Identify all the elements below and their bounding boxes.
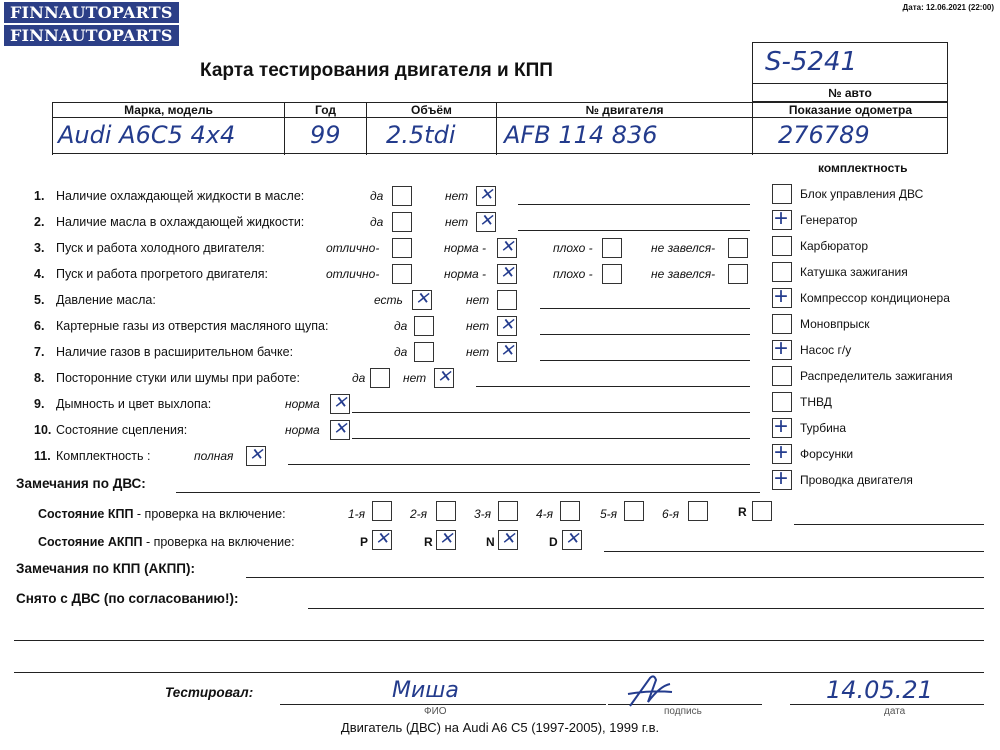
kpp-remarks-line: [246, 577, 984, 578]
question-text: Наличие охлаждающей жидкости в масле:: [56, 189, 305, 203]
kit-checkbox[interactable]: [772, 314, 792, 334]
watermark-logo: FINNAUTOPARTS: [4, 25, 179, 46]
note-line: [476, 386, 750, 387]
note-line: [540, 308, 750, 309]
kit-checkbox[interactable]: [772, 392, 792, 412]
gear-label: 4-я: [536, 507, 554, 521]
kit-checkbox[interactable]: [772, 210, 792, 230]
question-text: Посторонние стуки или шумы при работе:: [56, 371, 300, 385]
question-number: 3.: [34, 241, 45, 255]
gear-checkbox[interactable]: [560, 501, 580, 521]
kit-label: Распределитель зажигания: [800, 369, 953, 383]
gear-checkbox[interactable]: [624, 501, 644, 521]
header-year: Год: [315, 103, 336, 117]
note-line: [352, 412, 750, 413]
gear-label: N: [486, 535, 495, 549]
gear-label: R: [424, 535, 433, 549]
option-label: есть: [374, 293, 403, 307]
option-label: полная: [194, 449, 234, 463]
gear-label: 2-я: [410, 507, 428, 521]
option-label: нет: [403, 371, 427, 385]
value-make: Audi A6C5 4x4: [58, 121, 236, 149]
question-number: 10.: [34, 423, 52, 437]
note-line: [540, 334, 750, 335]
kit-checkbox[interactable]: [772, 444, 792, 464]
option-label: да: [352, 371, 366, 385]
note-line: [518, 230, 750, 231]
option-checkbox[interactable]: [330, 394, 350, 414]
gear-checkbox[interactable]: [562, 530, 582, 550]
kit-label: Моновпрыск: [800, 317, 870, 331]
removed-line-2: [14, 640, 984, 641]
removed-line: [308, 608, 984, 609]
header-volume: Объём: [411, 103, 452, 117]
question-text: Пуск и работа прогретого двигателя:: [56, 267, 268, 281]
tested-by-label: Тестировал:: [165, 685, 254, 700]
kit-title: комплектность: [818, 161, 908, 175]
engine-remarks-line: [176, 492, 760, 493]
kit-checkbox[interactable]: [772, 288, 792, 308]
option-checkbox[interactable]: [392, 238, 412, 258]
option-label: норма -: [444, 241, 487, 255]
kit-label: Катушка зажигания: [800, 265, 908, 279]
kit-checkbox[interactable]: [772, 366, 792, 386]
value-year: 99: [310, 121, 341, 149]
car-number-box: [752, 42, 948, 102]
removed-label: Снято с ДВС (по согласованию!):: [16, 591, 239, 606]
date-line: [790, 704, 984, 705]
kit-label: Турбина: [800, 421, 847, 435]
watermark-logo: FINNAUTOPARTS: [4, 2, 179, 23]
gear-checkbox[interactable]: [372, 501, 392, 521]
option-checkbox[interactable]: [392, 186, 412, 206]
header-engine-number: № двигателя: [585, 103, 664, 117]
kit-label: Проводка двигателя: [800, 473, 913, 487]
note-line: [540, 360, 750, 361]
note-line: [518, 204, 750, 205]
kit-label: Компрессор кондиционера: [800, 291, 950, 305]
option-checkbox[interactable]: [476, 212, 496, 232]
gear-label: 5-я: [600, 507, 618, 521]
question-text: Комплектность :: [56, 449, 151, 463]
fio-caption: ФИО: [424, 706, 447, 717]
option-checkbox[interactable]: [414, 342, 434, 362]
option-checkbox[interactable]: [330, 420, 350, 440]
question-text: Состояние сцепления:: [56, 423, 188, 437]
gear-label: R: [738, 505, 747, 519]
option-label: да: [370, 189, 384, 203]
gear-checkbox[interactable]: [498, 501, 518, 521]
option-checkbox[interactable]: [497, 238, 517, 258]
question-text: Дымность и цвет выхлопа:: [56, 397, 212, 411]
option-checkbox[interactable]: [728, 238, 748, 258]
option-checkbox[interactable]: [392, 264, 412, 284]
option-label: норма: [285, 397, 320, 411]
value-volume: 2.5tdi: [386, 121, 456, 149]
option-label: да: [370, 215, 384, 229]
kit-label: Генератор: [800, 213, 858, 227]
option-checkbox[interactable]: [497, 264, 517, 284]
option-checkbox[interactable]: [728, 264, 748, 284]
question-number: 1.: [34, 189, 45, 203]
engine-remarks-label: Замечания по ДВС:: [16, 476, 146, 491]
gear-label: 1-я: [348, 507, 366, 521]
kit-checkbox[interactable]: [772, 470, 792, 490]
kit-checkbox[interactable]: [772, 236, 792, 256]
question-text: Давление масла:: [56, 293, 156, 307]
kpp-line: [794, 524, 984, 525]
option-label: нет: [466, 319, 490, 333]
gear-label: 3-я: [474, 507, 492, 521]
question-number: 7.: [34, 345, 45, 359]
question-number: 6.: [34, 319, 45, 333]
header-odometer: Показание одометра: [788, 103, 913, 117]
header-table: [52, 102, 948, 154]
kit-checkbox[interactable]: [772, 418, 792, 438]
gear-checkbox[interactable]: [436, 530, 456, 550]
question-number: 8.: [34, 371, 45, 385]
signature-caption: подпись: [664, 706, 702, 717]
option-checkbox[interactable]: [497, 316, 517, 336]
question-text: Наличие масла в охлаждающей жидкости:: [56, 215, 305, 229]
fio-line: [280, 704, 606, 705]
kit-checkbox[interactable]: [772, 340, 792, 360]
question-number: 11.: [34, 449, 51, 463]
option-label: нет: [445, 189, 469, 203]
option-label: плохо -: [553, 241, 593, 255]
header-make: Марка, модель: [124, 103, 213, 117]
option-checkbox[interactable]: [370, 368, 390, 388]
question-number: 4.: [34, 267, 45, 281]
note-line: [288, 464, 750, 465]
kpp-label: Состояние КПП - проверка на включение:: [38, 507, 286, 521]
gear-label: 6-я: [662, 507, 680, 521]
kit-label: Карбюратор: [800, 239, 869, 253]
kit-label: Форсунки: [800, 447, 854, 461]
option-checkbox[interactable]: [497, 290, 517, 310]
option-checkbox[interactable]: [434, 368, 454, 388]
date-caption: дата: [884, 706, 906, 717]
question-number: 2.: [34, 215, 45, 229]
kit-checkbox[interactable]: [772, 262, 792, 282]
option-checkbox[interactable]: [392, 212, 412, 232]
question-number: 5.: [34, 293, 45, 307]
car-number-label: № авто: [753, 83, 947, 102]
option-checkbox[interactable]: [602, 238, 622, 258]
question-text: Пуск и работа холодного двигателя:: [56, 241, 265, 255]
kit-label: ТНВД: [800, 395, 832, 409]
test-date: 14.05.21: [826, 676, 933, 704]
option-checkbox[interactable]: [414, 316, 434, 336]
tester-name: Миша: [392, 678, 459, 703]
option-label: не завелся-: [651, 241, 716, 255]
question-text: Картерные газы из отверстия масляного щупа:: [56, 319, 329, 333]
gear-checkbox[interactable]: [436, 501, 456, 521]
option-checkbox[interactable]: [602, 264, 622, 284]
option-label: нет: [445, 215, 469, 229]
kit-label: Блок управления ДВС: [800, 187, 924, 201]
gear-label: D: [549, 535, 558, 549]
option-label: нет: [466, 293, 490, 307]
gear-checkbox[interactable]: [498, 530, 518, 550]
gear-checkbox[interactable]: [372, 530, 392, 550]
option-label: да: [394, 319, 408, 333]
option-checkbox[interactable]: [246, 446, 266, 466]
page-caption: Двигатель (ДВС) на Audi A6 C5 (1997-2005), 1999 г.в.: [340, 720, 660, 735]
gear-label: P: [360, 535, 369, 549]
option-label: отлично-: [326, 267, 380, 281]
option-checkbox[interactable]: [497, 342, 517, 362]
form-title: Карта тестирования двигателя и КПП: [200, 60, 553, 81]
option-label: норма -: [444, 267, 487, 281]
kit-checkbox[interactable]: [772, 184, 792, 204]
gear-checkbox[interactable]: [688, 501, 708, 521]
akpp-line: [604, 551, 984, 552]
scan-date: Дата: 12.06.2021 (22:00): [902, 3, 994, 12]
value-odometer: 276789: [778, 121, 870, 149]
card-number: S-5241: [765, 47, 858, 77]
question-number: 9.: [34, 397, 45, 411]
option-label: норма: [285, 423, 320, 437]
kit-label: Насос г/у: [800, 343, 852, 357]
akpp-label: Состояние АКПП - проверка на включение:: [38, 535, 295, 549]
note-line: [352, 438, 750, 439]
removed-line-3: [14, 672, 984, 673]
option-checkbox[interactable]: [412, 290, 432, 310]
kpp-remarks-label: Замечания по КПП (АКПП):: [16, 561, 195, 576]
option-label: плохо -: [553, 267, 593, 281]
option-checkbox[interactable]: [476, 186, 496, 206]
question-text: Наличие газов в расширительном бачке:: [56, 345, 294, 359]
value-engine-number: AFB 114 836: [504, 121, 658, 149]
option-label: не завелся-: [651, 267, 716, 281]
option-label: отлично-: [326, 241, 380, 255]
option-label: нет: [466, 345, 490, 359]
gear-checkbox[interactable]: [752, 501, 772, 521]
option-label: да: [394, 345, 408, 359]
